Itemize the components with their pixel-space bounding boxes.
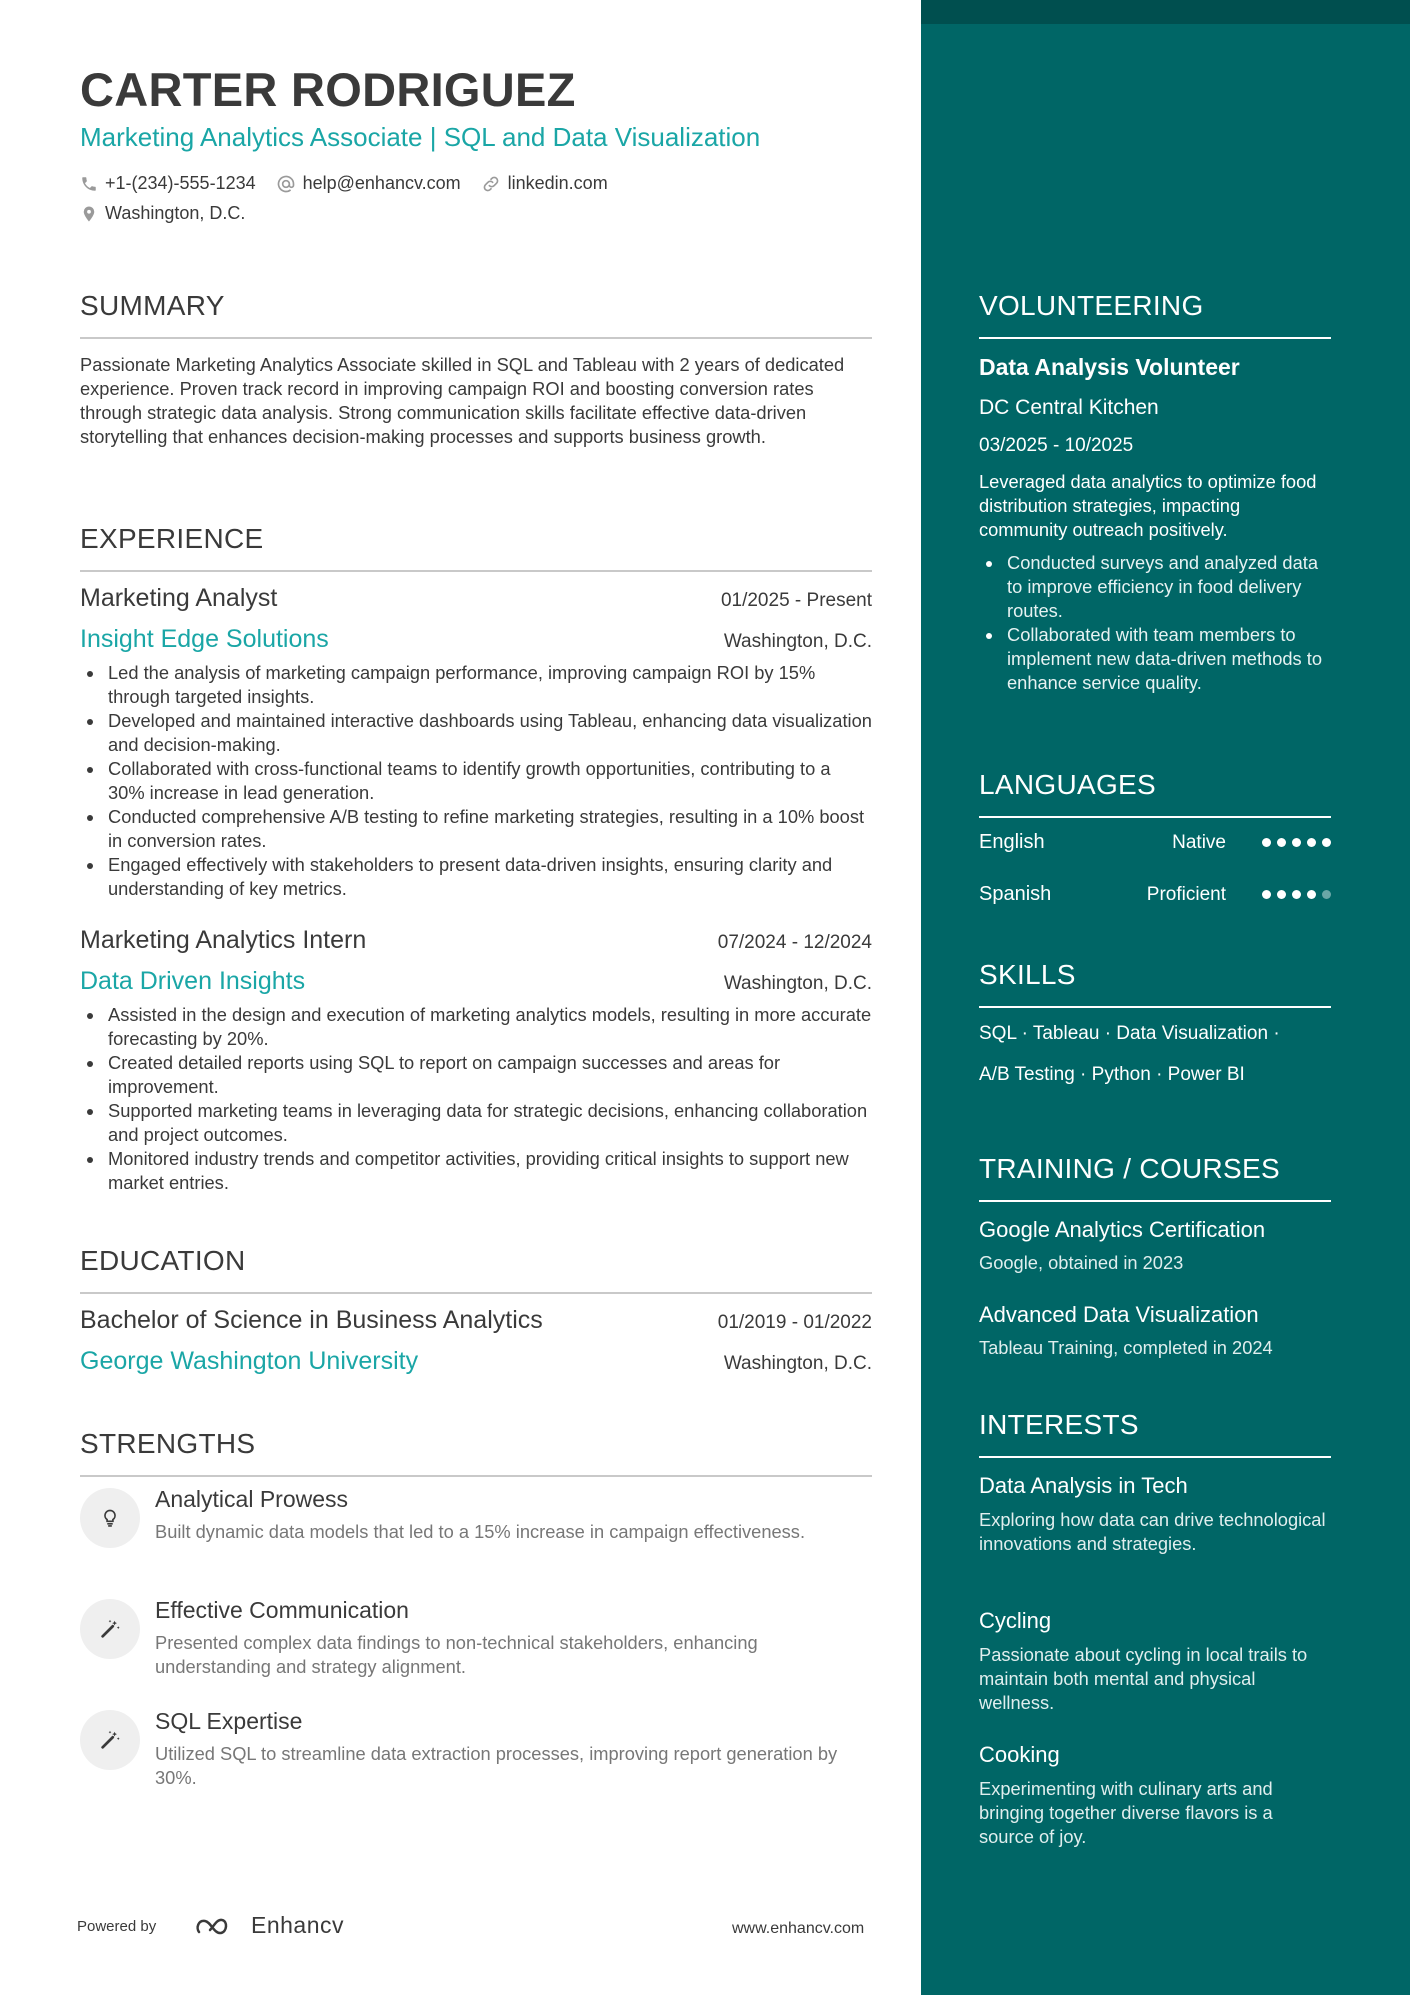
lightbulb-icon <box>80 1488 140 1548</box>
experience-title: EXPERIENCE <box>80 523 264 554</box>
interest-title: Cooking <box>979 1742 1060 1767</box>
volunteer-desc: Leveraged data analytics to optimize food distribution strategies, impacting community outreach positively. <box>979 471 1317 540</box>
footer-url[interactable]: www.enhancv.com <box>732 1920 865 1937</box>
language-level: Native <box>1172 832 1226 853</box>
job-title: Marketing Analyst <box>80 584 278 612</box>
volunteer-role: Data Analysis Volunteer <box>979 354 1240 380</box>
linkedin-text: linkedin.com <box>507 173 608 193</box>
languages-title: LANGUAGES <box>979 769 1156 800</box>
interest-title: Data Analysis in Tech <box>979 1473 1188 1498</box>
skills-divider <box>979 1006 1331 1008</box>
list-item: Engaged effectively with stakeholders to present data-driven insights, ensuring clarity and understanding of key metrics. <box>80 853 872 901</box>
volunteer-dates: 03/2025 - 10/2025 <box>979 435 1134 456</box>
magic-wand-icon <box>80 1710 140 1770</box>
interests-divider <box>979 1456 1331 1458</box>
experience-divider <box>80 570 872 572</box>
candidate-name: CARTER RODRIGUEZ <box>80 63 576 116</box>
enhancv-brand: Enhancv <box>251 1912 345 1938</box>
list-item: Assisted in the design and execution of marketing analytics models, resulting in more accurate forecasting by 20%. <box>80 1003 872 1051</box>
language-row <box>979 831 1331 859</box>
list-item: Led the analysis of marketing campaign performance, improving campaign ROI by 15% through targeted insights. <box>80 661 872 709</box>
language-rating <box>1256 890 1331 899</box>
job-title: Marketing Analytics Intern <box>80 926 367 954</box>
phone-icon <box>80 175 98 193</box>
strength-title: Effective Communication <box>155 1597 409 1623</box>
skills-title: SKILLS <box>979 959 1076 990</box>
rating-dot-filled <box>1307 890 1316 899</box>
summary-title: SUMMARY <box>80 290 225 321</box>
school: George Washington University <box>80 1347 419 1375</box>
training-title: TRAINING / COURSES <box>979 1153 1280 1184</box>
job-2-header <box>80 926 872 955</box>
contact-row-2 <box>80 203 265 224</box>
strength-desc: Utilized SQL to streamline data extraction processes, improving report generation by 30%. <box>155 1743 838 1788</box>
course-title: Advanced Data Visualization <box>979 1302 1259 1327</box>
strength-desc: Presented complex data findings to non-technical stakeholders, enhancing understanding and strategy alignment. <box>155 1632 758 1677</box>
list-item: Developed and maintained interactive dashboards using Tableau, enhancing data visualization and decision-making. <box>80 709 872 757</box>
contact-row-1 <box>80 173 628 194</box>
magic-wand-icon <box>80 1599 140 1659</box>
volunteer-org: DC Central Kitchen <box>979 396 1159 419</box>
list-item: Supported marketing teams in leveraging data for strategic decisions, enhancing collaboration and project outcomes. <box>80 1099 872 1147</box>
volunteering-title: VOLUNTEERING <box>979 290 1204 321</box>
language-name: Spanish <box>979 883 1052 905</box>
volunteering-divider <box>979 337 1331 339</box>
language-row <box>979 883 1331 911</box>
enhancv-logo-icon <box>195 1914 241 1938</box>
education-divider <box>80 1292 872 1294</box>
interest-desc: Passionate about cycling in local trails to maintain both mental and physical wellness. <box>979 1644 1308 1713</box>
list-item: Collaborated with team members to implement new data-driven methods to enhance service quality. <box>979 623 1331 695</box>
rating-dot-filled <box>1262 838 1271 847</box>
sidebar <box>921 0 1410 1995</box>
language-rating <box>1256 838 1331 847</box>
headline: Marketing Analytics Associate | SQL and Data Visualization <box>80 122 761 152</box>
interest-desc: Experimenting with culinary arts and bringing together diverse flavors is a source of joy. <box>979 1778 1273 1847</box>
location-text: Washington, D.C. <box>105 203 246 223</box>
list-item: Conducted comprehensive A/B testing to refine marketing strategies, resulting in a 10% boost in conversion rates. <box>80 805 872 853</box>
contact-linkedin[interactable] <box>481 173 608 194</box>
skills-line-2: A/B Testing · Python · Power BI <box>979 1064 1245 1085</box>
job-1-header <box>80 584 872 613</box>
at-icon <box>276 174 296 194</box>
rating-dot-filled <box>1277 890 1286 899</box>
strengths-title: STRENGTHS <box>80 1428 256 1459</box>
strengths-divider <box>80 1475 872 1477</box>
summary-text: Passionate Marketing Analytics Associate skilled in SQL and Tableau with 2 years of dedicated experience. Proven track record in improving campaign ROI and boosting conversion rates through strategic data analysis. Strong communication skills facilitate effective data-driven storytelling that enhances decision-making processes and supports business growth. <box>80 354 845 447</box>
rating-dot-empty <box>1322 890 1331 899</box>
volunteer-bullets <box>979 551 1331 695</box>
list-item: Created detailed reports using SQL to report on campaign successes and areas for improvement. <box>80 1051 872 1099</box>
education-dates: 01/2019 - 01/2022 <box>717 1312 872 1333</box>
skills-line-1: SQL · Tableau · Data Visualization · <box>979 1023 1280 1044</box>
strength-desc: Built dynamic data models that led to a 15% increase in campaign effectiveness. <box>155 1521 806 1542</box>
contact-location <box>80 203 245 224</box>
interests-title: INTERESTS <box>979 1409 1139 1440</box>
job-2-company-row <box>80 967 872 996</box>
interest-title: Cycling <box>979 1608 1052 1633</box>
job-dates: 01/2025 - Present <box>720 590 872 611</box>
phone-text: +1-(234)-555-1234 <box>105 173 256 193</box>
job-1-bullets <box>80 661 872 901</box>
language-level: Proficient <box>1146 884 1226 905</box>
job-1-company-row <box>80 625 872 654</box>
education-school-row <box>80 1347 872 1376</box>
course-sub: Tableau Training, completed in 2024 <box>979 1337 1273 1358</box>
job-company: Insight Edge Solutions <box>80 625 329 653</box>
strength-title: SQL Expertise <box>155 1708 303 1734</box>
list-item: Conducted surveys and analyzed data to improve efficiency in food delivery routes. <box>979 551 1331 623</box>
training-divider <box>979 1200 1331 1202</box>
strength-title: Analytical Prowess <box>155 1486 349 1512</box>
footer-powered-by: Powered by <box>77 1918 157 1935</box>
summary-divider <box>80 337 872 339</box>
enhancv-logo[interactable] <box>195 1912 344 1939</box>
rating-dot-filled <box>1277 838 1286 847</box>
location-pin-icon <box>80 204 98 224</box>
language-name: English <box>979 831 1045 853</box>
job-company: Data Driven Insights <box>80 967 306 995</box>
rating-dot-filled <box>1307 838 1316 847</box>
education-location: Washington, D.C. <box>723 1353 872 1374</box>
education-title: EDUCATION <box>80 1245 246 1276</box>
rating-dot-filled <box>1262 890 1271 899</box>
rating-dot-filled <box>1292 838 1301 847</box>
email-text: help@enhancv.com <box>302 173 461 193</box>
job-dates: 07/2024 - 12/2024 <box>717 932 872 953</box>
interest-desc: Exploring how data can drive technological innovations and strategies. <box>979 1509 1326 1554</box>
degree: Bachelor of Science in Business Analytics <box>80 1306 543 1334</box>
list-item: Monitored industry trends and competitor activities, providing critical insights to support new market entries. <box>80 1147 872 1195</box>
course-title: Google Analytics Certification <box>979 1217 1266 1242</box>
rating-dot-filled <box>1292 890 1301 899</box>
course-sub: Google, obtained in 2023 <box>979 1252 1184 1273</box>
contact-email[interactable] <box>276 173 461 194</box>
list-item: Collaborated with cross-functional teams to identify growth opportunities, contributing to a 30% increase in lead generation. <box>80 757 872 805</box>
link-icon <box>481 174 501 194</box>
sidebar-top-bar <box>921 0 1410 24</box>
job-2-bullets <box>80 1003 872 1195</box>
languages-divider <box>979 816 1331 818</box>
education-header <box>80 1306 872 1335</box>
rating-dot-filled <box>1322 838 1331 847</box>
job-location: Washington, D.C. <box>723 631 872 652</box>
contact-phone <box>80 173 256 194</box>
job-location: Washington, D.C. <box>723 973 872 994</box>
